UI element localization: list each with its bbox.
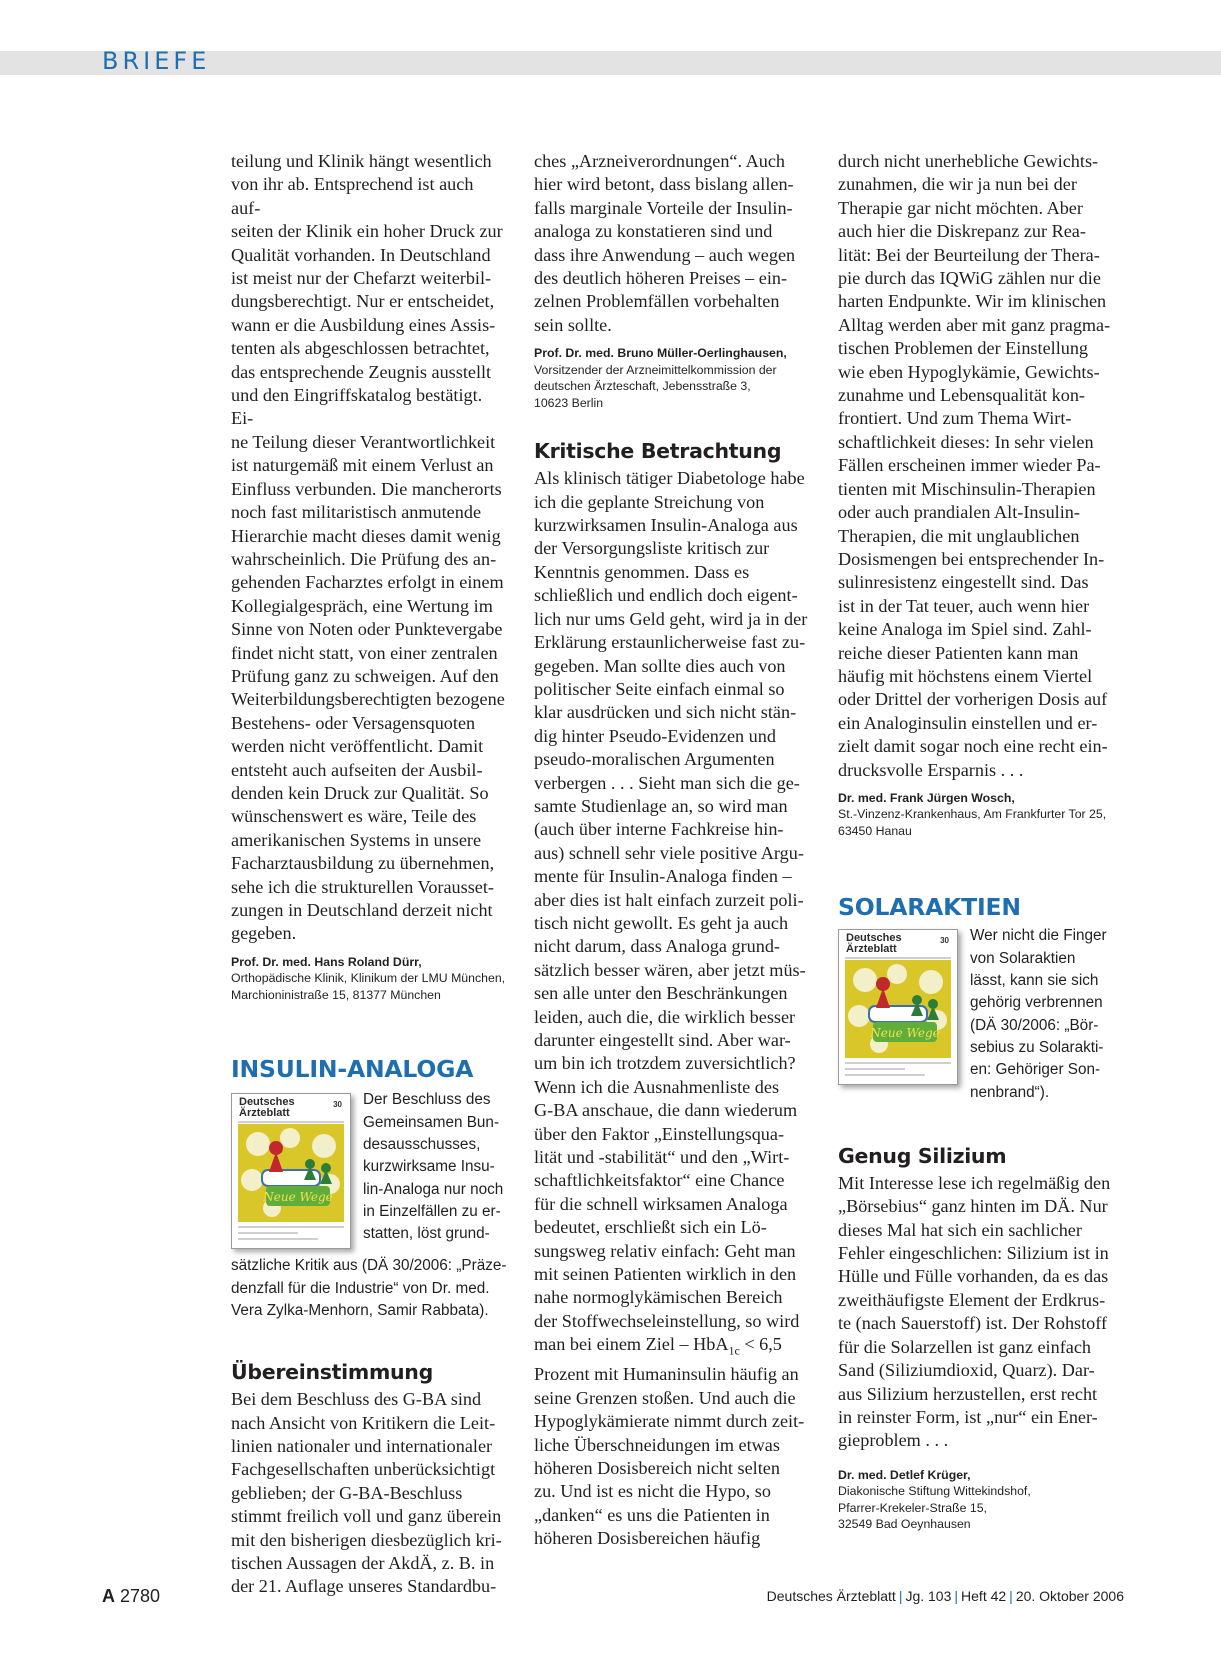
text-line: aus) schnell sehr viele positive Argu- [534,842,804,863]
letter-body [838,150,1128,782]
text-line: lin-Analoga nur noch [363,1180,504,1198]
magazine-cover-thumbnail [231,1093,351,1249]
text-line: zu. Und ist es nicht die Hypo, so [534,1481,771,1502]
text-line: St.-Vinzenz-Krankenhaus, Am Frankfurter Tor 25, [838,807,1107,822]
text-line: tienten mit Mischinsulin-Therapien [838,478,1096,499]
cover-banner-text: Neue Wege [263,1190,333,1205]
text-line: nach Ansicht von Kritikern die Leit- [231,1412,496,1433]
cover-rule [238,1121,344,1123]
text-line: Prüfung ganz zu schweigen. Auf den [231,665,499,686]
text-line: en: Gehöriger Son- [970,1061,1101,1079]
text-line: verbergen . . . Sieht man sich die ge- [534,772,800,793]
text-line: Sand (Siliziumdioxid, Quarz). Dar- [838,1360,1095,1381]
text-line: zunahmen, die wir ja nun bei der [838,174,1077,195]
text-line: mit den bisherigen diesbezüglich kri- [231,1529,502,1550]
text-line: oder auch prandialen Alt-Insulin- [838,502,1080,523]
text-line: lässt, kann sie sich [970,972,1099,990]
text-line: teilung und Klinik hängt wesentlich [231,151,492,171]
text-line: noch fast militaristisch anmutende [231,502,482,523]
text-line: Alltag werden aber mit ganz pragma- [838,314,1111,335]
text-line: gegeben. Man sollte dies auch von [534,655,786,676]
text-line: wann er die Ausbildung eines Assis- [231,314,496,335]
text-line: sein sollte. [534,314,612,335]
text-line: wie eben Hypoglykämie, Gewichts- [838,361,1100,382]
text-line: tisch nicht gewollt. Es geht ja auch [534,912,789,933]
text-line: Diakonische Stiftung Wittekindshof, [838,1484,1031,1499]
text-line: geblieben; der G-BA-Beschluss [231,1482,463,1503]
text-line: wahrscheinlich. Die Prüfung des an- [231,548,497,569]
magazine-cover-thumbnail [838,929,958,1085]
text-line: der 21. Auflage unseres Standardbu- [231,1576,497,1597]
text-line: Erklärung erstaunlicherweise fast zu- [534,632,806,653]
text-line: dieses Mal hat sich ein sachlicher [838,1219,1082,1240]
text-line: um bin ich trotzdem zuversichtlich? [534,1053,796,1074]
letter-body [838,1172,1128,1453]
text-line: Hierarchie macht dieses damit wenig [231,525,501,546]
text-line: aus Silizium herzustellen, erst recht [838,1383,1098,1404]
text-line: dass ihre Anwendung – auch wegen [534,244,796,265]
text-line: Mit Interesse lese ich regelmäßig den [838,1172,1111,1193]
text-line: Vera Zylka-Menhorn, Samir Rabbata). [231,1301,489,1319]
text-line: harten Endpunkte. Wir im klinischen [838,291,1107,312]
cover-rule [845,957,951,959]
cover-issue-number: 30 [940,936,949,946]
text-line: kurzwirksamen Insulin-Analoga aus [534,515,798,536]
text-line: leiden, auch die, die wirklich besser [534,1006,796,1027]
text-line: Therapien, die mit unglaublichen [838,525,1080,546]
text-line: „danken“ es uns die Patienten in [534,1504,770,1525]
letter-body [534,150,822,337]
signature-name: Dr. med. Frank Jürgen Wosch, [838,790,1015,805]
text-line: 63450 Hanau [838,823,912,838]
text-line: Vorsitzender der Arzneimittelkommission der [534,362,777,377]
text-line: findet nicht statt, von einer zentralen [231,642,498,663]
text-line: nicht darum, dass Analoga grund- [534,936,780,957]
cover-title: Deutsches Ärzteblatt [846,932,902,956]
text-line: zunahme und Lebensqualität kon- [838,385,1085,406]
journal-name: Deutsches Ärzteblatt [766,1588,896,1604]
text-line: sebius zu Solarakti- [970,1038,1104,1056]
text-line: te (nach Sauerstoff) ist. Der Rohstoff [838,1313,1108,1334]
cover-rule [845,1074,925,1076]
text-line: darunter eingestellt sind. Aber war- [534,1030,791,1050]
text-line: 32549 Bad Oeynhausen [838,1517,971,1532]
text-line: analoga zu konstatieren sind und [534,221,773,242]
text-line: auch hier die Diskrepanz zur Rea- [838,221,1086,242]
cover-rule [238,1232,298,1234]
signature-name: Dr. med. Detlef Krüger, [838,1467,971,1482]
text-line: Sinne von Noten oder Punktevergabe [231,619,503,640]
text-line: schließlich und endlich doch eigent- [534,585,798,606]
text-line: häufig mit höchstens einem Viertel [838,665,1093,686]
text-line: Prozent mit Humaninsulin häufig an [534,1364,799,1385]
text-line: pseudo-moralischen Argumenten [534,749,775,770]
text-line: über den Faktor „Einstellungsqua- [534,1123,785,1144]
letter-body [231,150,507,946]
text-line: linien nationaler und internationaler [231,1436,493,1457]
text-line: seiten der Klinik ein hoher Druck zur [231,221,503,242]
text-line: Weiterbildungsberechtigten bezogene [231,689,505,710]
text-line: Als klinisch tätiger Diabetologe habe [534,468,805,489]
text-line: durch nicht unerhebliche Gewichts- [838,151,1099,171]
text-line: hier wird betont, dass bislang allen- [534,174,794,195]
text-line: des deutlich höheren Preises – ein- [534,268,788,289]
text-line: desausschusses, [363,1135,481,1153]
signature-name: Prof. Dr. med. Hans Roland Dürr, [231,954,422,969]
text-line: zielt damit sogar noch eine recht ein- [838,736,1108,757]
column-1 [231,150,507,1599]
text-line: Fehler eingeschlichen: Silizium ist in [838,1243,1109,1264]
letter-signature [838,1467,1128,1533]
text-line: höheren Dosisbereichen häufig [534,1528,761,1549]
signature-name: Prof. Dr. med. Bruno Müller-Oerlinghausen, [534,346,787,361]
text-line: oder Drittel der vorherigen Dosis auf [838,689,1108,710]
journal-issue: Heft 42 [961,1588,1007,1604]
text-line: mente für Insulin-Analoga finden – [534,866,792,887]
text-line: denden kein Druck zur Qualität. So [231,782,489,803]
text-line: schaftlichkeitsfaktor“ eine Chance [534,1170,785,1191]
text-line: Bei dem Beschluss des G-BA sind [231,1389,482,1410]
text-line: sätzlich besser wären, aber jetzt müs- [534,959,806,980]
text-line: schaftlichkeit dieses: In sehr vielen [838,431,1094,452]
text-line: Therapie gar nicht möchten. Aber [838,197,1083,218]
text-line: deutschen Ärzteschaft, Jebensstraße 3, [534,379,751,394]
topic-heading-solaraktien: SOLARAKTIEN [838,893,1021,922]
text-line: Hülle und Fülle vorhanden, da es das [838,1266,1109,1287]
text-line: gehenden Facharztes erfolgt in einem [231,572,504,593]
text-line: für die Solarzellen ist ganz einfach [838,1336,1091,1357]
text-line: Orthopädische Klinik, Klinikum der LMU München, [231,971,506,986]
text-line: Der Beschluss des [363,1091,491,1109]
text-line: (DÄ 30/2006: „Bör- [970,1016,1099,1034]
text-line: und den Eingriffskatalog bestätigt. Ei- [231,385,483,429]
text-line: drucksvolle Ersparnis . . . [838,759,1024,780]
hba1c-line: man bei einem Ziel – HbA$_{1c}$ < 6,5 [534,1334,782,1358]
text-line: Hypoglykämierate nimmt durch zeit- [534,1411,805,1432]
text-line: amerikanischen Systems in unsere [231,829,482,850]
letter-signature [838,790,1128,840]
text-line: reiche dieser Patienten kann man [838,642,1079,663]
text-line: lich nur ums Geld geht, wird ja in der [534,608,808,629]
text-line: entsteht auch aufseiten der Ausbil- [231,759,483,780]
text-line: lität und -stabilität“ und den „Wirt- [534,1147,790,1168]
letter-signature [231,954,507,1004]
text-line: in reinster Form, ist „nur“ ein Ener- [838,1406,1098,1427]
text-line: samte Studienlage an, so wird man [534,795,788,816]
text-line: Bestehens- oder Versagensquoten [231,712,476,733]
text-line: Fällen erscheinen immer wieder Pa- [838,455,1101,476]
text-line: nahe normoglykämischen Bereich [534,1287,783,1308]
page-number: A 2780 [102,1586,161,1606]
text-line: der Versorgungsliste kritisch zur [534,538,770,559]
text-line: pie durch das IQWiG zählen nur die [838,268,1101,289]
letter-heading-genug-silizium: Genug Silizium [838,1143,1007,1168]
text-line: das entsprechende Zeugnis ausstellt [231,361,492,382]
text-line: ein Analoginsulin einstellen und er- [838,712,1098,733]
text-line: politischer Seite einfach einmal so [534,678,785,699]
text-line: nenbrand“). [970,1083,1050,1101]
text-line: seine Grenzen stoßen. Und auch die [534,1387,796,1408]
letter-heading-kritische-betrachtung: Kritische Betrachtung [534,439,782,464]
text-line: Facharztausbildung zu übernehmen, [231,853,495,874]
text-line: zelnen Problemfällen vorbehalten [534,291,780,312]
text-line: falls marginale Vorteile der Insulin- [534,197,793,218]
letter-body [534,467,822,1550]
cover-issue-number: 30 [333,1100,342,1110]
text-line: kurzwirksame Insu- [363,1158,495,1176]
text-line: werden nicht veröffentlicht. Damit [231,736,484,757]
journal-date: 20. Oktober 2006 [1015,1588,1124,1604]
text-line: ist meist nur der Chefarzt weiterbil- [231,268,492,289]
text-line: dungsberechtigt. Nur er entscheidet, [231,291,495,312]
text-line: tischen Aussagen der AkdÄ, z. B. in [231,1553,495,1574]
text-line: statten, löst grund- [363,1225,490,1243]
column-2 [534,150,822,1551]
text-line: Dosismengen bei entsprechender In- [838,548,1105,569]
text-line: für die schnell wirksamen Analoga [534,1193,788,1214]
text-line: von Solaraktien [970,949,1076,967]
text-line: tenten als abgeschlossen betrachtet, [231,338,490,359]
text-line: frontiert. Und zum Thema Wirt- [838,408,1072,429]
text-line: „Börsebius“ ganz hinten im DÄ. Nur [838,1196,1108,1217]
cover-title: Deutsches Ärzteblatt [239,1096,295,1120]
journal-footer: Deutsches Ärzteblatt | Jg. 103 | Heft 42 | 20. Oktober 2006 [766,1588,1124,1604]
text-line: von ihr ab. Entsprechend ist auch auf- [231,174,474,218]
cover-rule [845,1062,951,1064]
text-line: tischen Problemen der Einstellung [838,338,1089,359]
topic-heading-insulin-analoga: INSULIN-ANALOGA [231,1055,474,1084]
text-line: dig hinter Pseudo-Evidenzen und [534,725,776,746]
text-line: ich die geplante Streichung von [534,491,765,512]
text-line: Gemeinsamen Bun- [363,1113,500,1131]
text-line: bedeutet, erschließt sich ein Lö- [534,1217,767,1238]
text-line: G-BA anschaue, die dann wiederum [534,1100,798,1121]
text-line: Einfluss verbunden. Die mancherorts [231,478,502,499]
cover-board-game-image [238,1124,344,1222]
cover-rule [238,1238,318,1240]
text-line: Marchioninistraße 15, 81377 München [231,987,441,1002]
text-line: sungsweg relativ einfach: Geht man [534,1240,796,1261]
text-line: sen alle unter den Beschränkungen [534,983,788,1004]
text-line: sulinresistenz eingestellt sind. Das [838,572,1089,593]
text-line: (auch über interne Fachkreise hin- [534,819,784,840]
text-line: in Einzelfällen zu er- [363,1202,501,1220]
text-line: sätzliche Kritik aus (DÄ 30/2006: „Präze- [231,1257,507,1275]
text-line: klar ausdrücken und sich nicht stän- [534,702,797,723]
text-line: Fachgesellschaften unberücksichtigt [231,1459,496,1480]
text-line: gegeben. [231,923,297,944]
cover-rule [238,1226,344,1228]
text-line: Wenn ich die Ausnahmenliste des [534,1076,780,1097]
text-line: 10623 Berlin [534,395,604,410]
text-line: ist naturgemäß mit einem Verlust an [231,455,494,476]
text-line: liche Überschneidungen im etwas [534,1434,780,1455]
text-line: ches „Arzneiverordnungen“. Auch [534,151,785,171]
text-line: höheren Dosisbereich nicht selten [534,1457,780,1478]
text-line: denzfall für die Industrie“ von Dr. med. [231,1279,490,1297]
text-line: zweithäufigste Element der Erdkrus- [838,1289,1106,1310]
topic-teaser [231,1089,507,1322]
text-line: der Stoffwechseleinstellung, so wird [534,1310,800,1331]
cover-rule [845,1068,905,1070]
text-line: Pfarrer-Krekeler-Straße 15, [838,1500,987,1515]
cover-board-game-image [845,960,951,1058]
topic-teaser [838,925,1128,1103]
text-line: aber dies ist halt einfach zurzeit poli- [534,889,804,910]
text-line: Kollegialgespräch, eine Wertung im [231,595,493,616]
text-line: mit seinen Patienten wirklich in den [534,1264,797,1285]
text-line: lität: Bei der Beurteilung der Thera- [838,244,1100,265]
text-line: gehörig verbrennen [970,994,1103,1012]
column-3 [838,150,1128,1533]
text-line: stimmt freilich voll und ganz überein [231,1506,502,1527]
text-line: keine Analoga im Spiel sind. Zahl- [838,619,1092,640]
letter-body [231,1388,507,1599]
text-line: ist in der Tat teuer, auch wenn hier [838,595,1090,616]
journal-volume: Jg. 103 [905,1588,952,1604]
text-line: sehe ich die strukturellen Vorausset- [231,876,494,897]
text-line: wünschenswert es wäre, Teile des [231,806,477,827]
letter-heading-uebereinstimmung: Übereinstimmung [231,1360,433,1385]
text-line: Kenntnis genommen. Dass es [534,561,750,582]
text-line: ne Teilung dieser Verantwortlichkeit [231,431,496,452]
text-line: zungen in Deutschland derzeit nicht [231,900,493,920]
text-line: Wer nicht die Finger [970,927,1107,945]
text-line: gieproblem . . . [838,1430,949,1451]
section-label: BRIEFE [102,47,211,75]
letter-signature [534,345,822,411]
cover-banner-text: Neue Wege [870,1026,940,1041]
text-line: Qualität vorhanden. In Deutschland [231,244,491,265]
